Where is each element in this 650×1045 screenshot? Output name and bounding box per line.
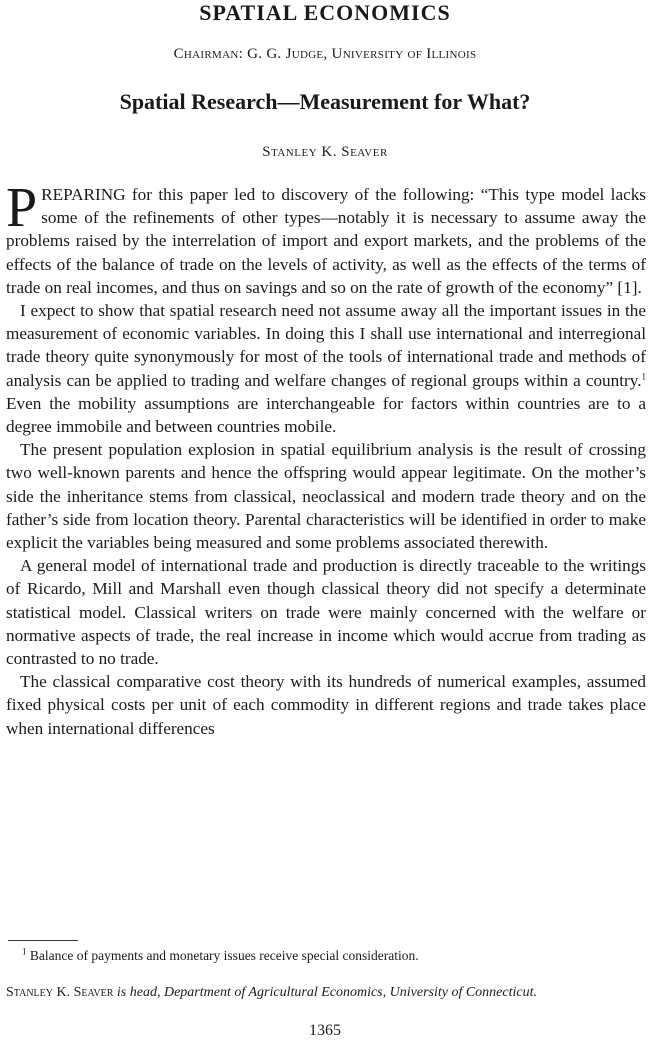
paragraph-1 xyxy=(6,177,646,299)
article-title: Spatial Research—Measurement for What? xyxy=(119,89,531,114)
drop-cap: P xyxy=(6,177,38,239)
page-number: 1365 xyxy=(309,1022,341,1039)
author-affiliation xyxy=(6,983,646,1002)
paragraph-2-text-b: Even the mobility assumptions are interchangeable for factors within countries are to a degree immobile and between countries mobile. xyxy=(6,393,646,437)
paragraph-2 xyxy=(6,299,646,438)
paragraph-1-text: REPARING for this paper led to discovery of the following: “This type model lacks some of the refinements of other types—notably it is necessary to assume away the problems raised by the interrelation of import and export markets, and the problems of the effects of the balance of trade on the levels of activity, as well as the effects of the terms of trade on real incomes, and thus on savings and so on the rate of growth of the economy” [1]. xyxy=(6,185,646,297)
paragraph-4: A general model of international trade and production is directly traceable to the writings of Ricardo, Mill and Marshall even though classical theory did not specify a determinate statistical model. Classical writers on trade were mainly concerned with the welfare or normative aspects of trade, the real increase in income which would accrue from trading as contrasted to no trade. xyxy=(6,556,646,669)
footnote-divider xyxy=(8,940,78,941)
footnote-mark: 1 xyxy=(22,946,27,957)
paragraph-3: The present population explosion in spatial equilibrium analysis is the result of crossing two well-known parents and hence the offspring would appear legitimate. On the mother’s side the inheritance stems from classical, neoclassical and modern trade theory and on the father’s side from location theory. Parental characteristics will be identified in order to make explicit the variables being measured and some problems associated therewith. xyxy=(6,440,646,553)
paragraph-2-text-a: I expect to show that spatial research need not assume away all the important issues in the measurement of economic variables. In doing this I shall use international and interregional trade theory quite synonymously for most of the tools of international trade and methods of analysis can be applied to trading and welfare changes of regional groups within a country. xyxy=(6,301,646,390)
affiliation-text: is head, Department of Agricultural Economics, University of Connecticut. xyxy=(116,985,537,1000)
paragraph-5: The classical comparative cost theory with its hundreds of numerical examples, assumed fixed physical costs per unit of each commodity in different regions and trade takes place when international differences xyxy=(6,672,646,738)
session-chairman: Chairman: G. G. Judge, University of Illinois xyxy=(173,46,477,62)
article-body xyxy=(6,177,646,740)
footnote-text: Balance of payments and monetary issues receive special consideration. xyxy=(29,948,419,963)
section-heading: SPATIAL ECONOMICS xyxy=(199,0,451,25)
article-author: Stanley K. Seaver xyxy=(262,144,388,160)
footnote xyxy=(8,947,642,965)
affiliation-name: Stanley K. Seaver xyxy=(6,985,114,1000)
footnote-reference[interactable]: 1 xyxy=(641,370,646,381)
